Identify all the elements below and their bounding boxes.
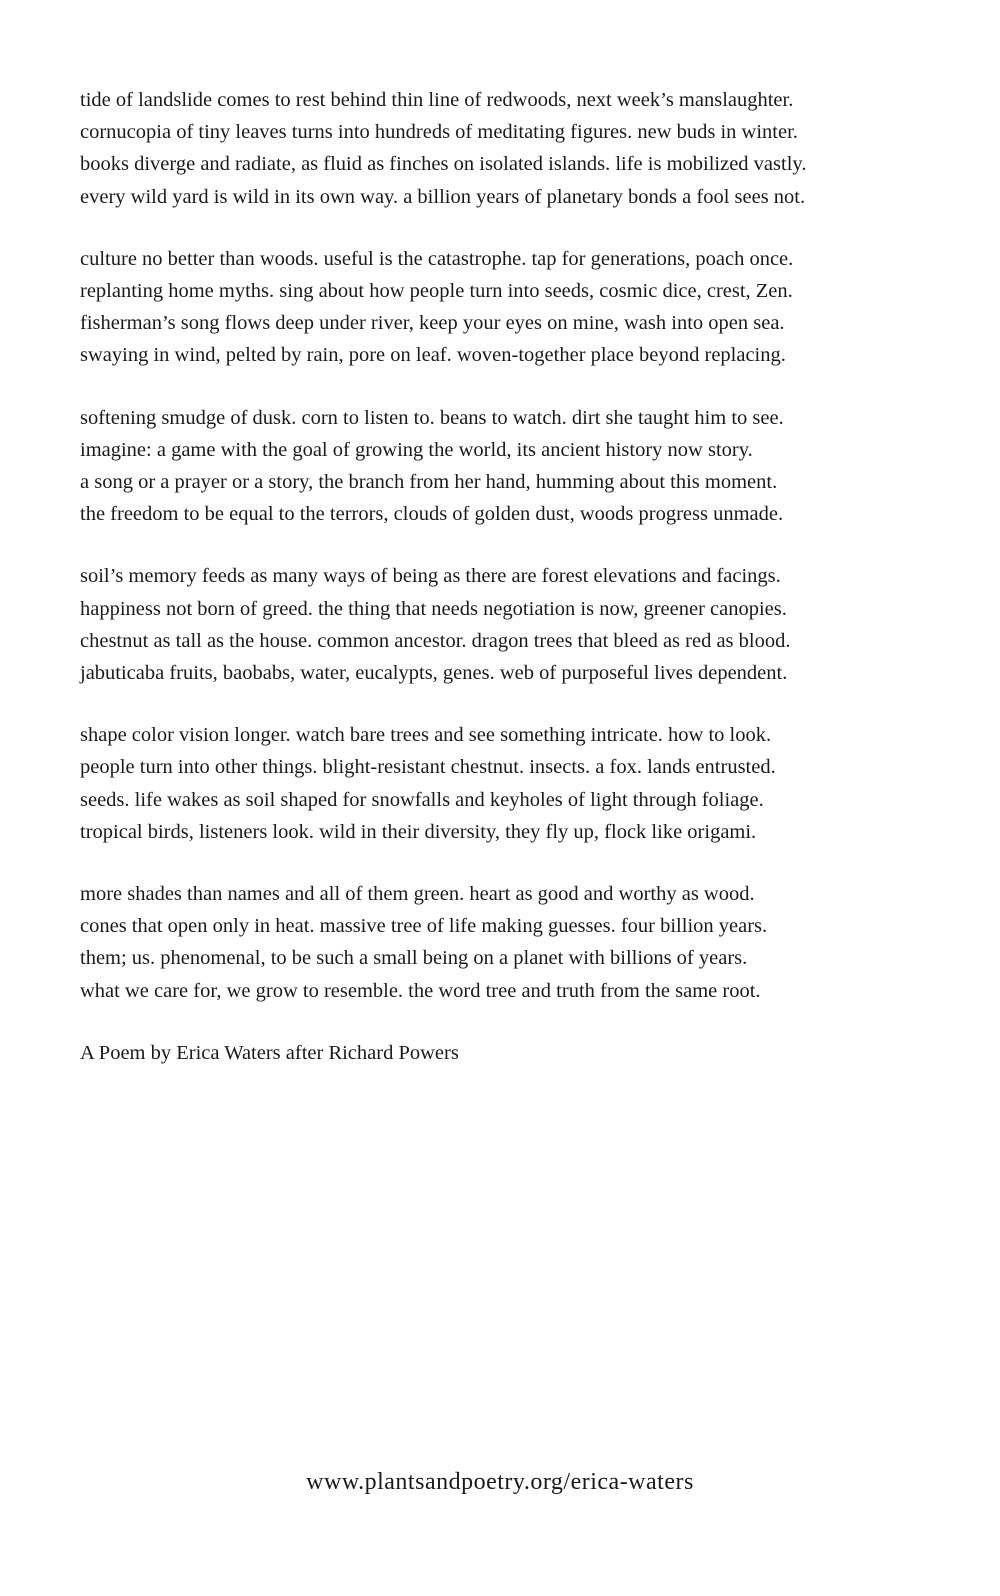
poem-line: tide of landslide comes to rest behind thin line of redwoods, next week’s manslaughter. <box>80 89 794 111</box>
poem-line: people turn into other things. blight-resistant chestnut. insects. a fox. lands entrusted. <box>80 756 776 779</box>
poem-line: soil’s memory feeds as many ways of being as there are forest elevations and facings. <box>80 565 781 588</box>
poem-line: tropical birds, listeners look. wild in their diversity, they fly up, flock like origami. <box>80 820 757 843</box>
poem-line: fisherman’s song flows deep under river, keep your eyes on mine, wash into open sea. <box>80 312 785 335</box>
poem-line: cornucopia of tiny leaves turns into hundreds of meditating figures. new buds in winter. <box>80 121 798 144</box>
poem-attribution: A Poem by Erica Waters after Richard Powers <box>80 1041 459 1064</box>
poem-line: chestnut as tall as the house. common ancestor. dragon trees that bleed as red as blood. <box>80 629 791 652</box>
poem-line: imagine: a game with the goal of growing the world, its ancient history now story. <box>80 438 753 461</box>
stanza-2 <box>80 243 980 372</box>
poem-line: jabuticaba fruits, baobabs, water, eucalypts, genes. web of purposeful lives dependent. <box>80 662 788 685</box>
poem-line: them; us. phenomenal, to be such a small being on a planet with billions of years. <box>80 947 748 970</box>
stanza-1 <box>80 84 980 213</box>
poem-line: more shades than names and all of them green. heart as good and worthy as wood. <box>80 883 755 906</box>
stanza-4 <box>80 560 980 689</box>
poem-line: softening smudge of dusk. corn to listen to. beans to watch. dirt she taught him to see. <box>80 406 784 429</box>
poem-line: happiness not born of greed. the thing that needs negotiation is now, greener canopies. <box>80 597 787 620</box>
poem-line: culture no better than woods. useful is the catastrophe. tap for generations, poach once. <box>80 247 794 270</box>
poem-line: cones that open only in heat. massive tree of life making guesses. four billion years. <box>80 915 768 938</box>
poem-line: shape color vision longer. watch bare trees and see something intricate. how to look. <box>80 724 772 747</box>
stanza-5 <box>80 719 980 848</box>
footer-website-link[interactable]: www.plantsandpoetry.org/erica-waters <box>306 1469 694 1495</box>
poem-line: what we care for, we grow to resemble. the word tree and truth from the same root. <box>80 979 761 1002</box>
poem-line: replanting home myths. sing about how people turn into seeds, cosmic dice, crest, Zen. <box>80 280 793 303</box>
poem-line: the freedom to be equal to the terrors, clouds of golden dust, woods progress unmade. <box>80 503 784 526</box>
poem-line: swaying in wind, pelted by rain, pore on leaf. woven-together place beyond replacing. <box>80 344 786 367</box>
poem-line: seeds. life wakes as soil shaped for snowfalls and keyholes of light through foliage. <box>80 788 764 811</box>
poem-line: every wild yard is wild in its own way. a billion years of planetary bonds a fool sees not. <box>80 185 806 208</box>
poem-line: books diverge and radiate, as fluid as finches on isolated islands. life is mobilized vastly. <box>80 153 807 176</box>
stanza-6 <box>80 878 980 1007</box>
stanza-3 <box>80 402 980 531</box>
poem-page <box>80 84 980 1069</box>
poem-line: a song or a prayer or a story, the branch from her hand, humming about this moment. <box>80 471 778 494</box>
